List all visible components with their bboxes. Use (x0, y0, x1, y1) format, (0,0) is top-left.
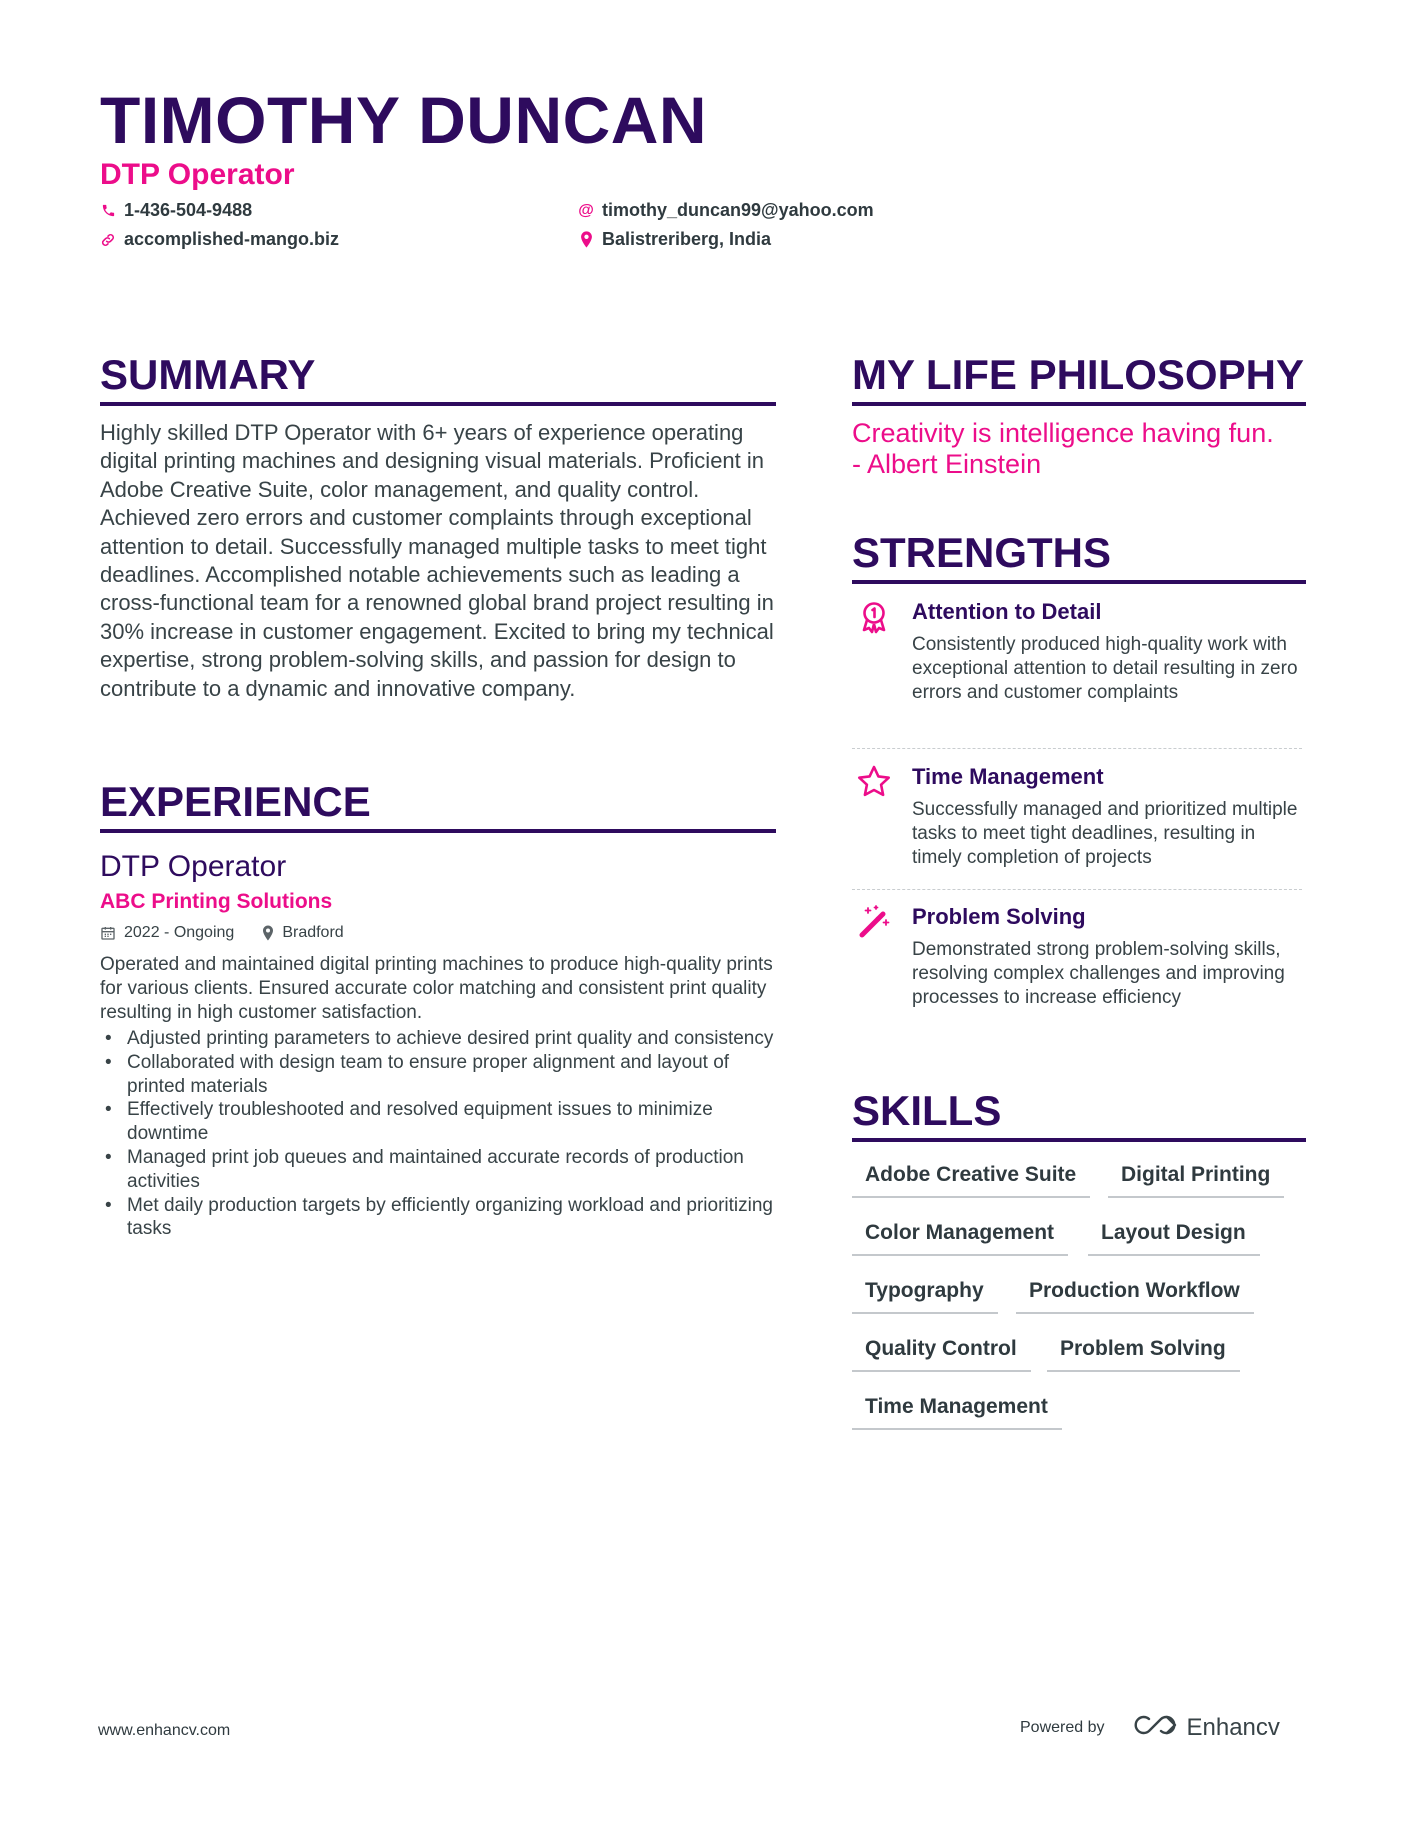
experience-dates: 2022 - Ongoing (124, 924, 235, 941)
skills-heading: SKILLS (852, 1086, 1306, 1142)
strength-title: Problem Solving (912, 904, 1086, 929)
contact-email (578, 200, 874, 221)
skill-tag: Digital Printing (1108, 1158, 1284, 1198)
brand-name: Enhancv (1186, 1713, 1280, 1741)
candidate-name: TIMOTHY DUNCAN (100, 83, 708, 157)
skill-tag: Typography (852, 1274, 998, 1314)
skill-tag: Production Workflow (1016, 1274, 1254, 1314)
contact-location (578, 229, 771, 250)
strength-title: Time Management (912, 764, 1104, 789)
experience-bullets (100, 1027, 780, 1241)
experience-meta (100, 924, 344, 942)
magic-wand-icon (856, 904, 892, 940)
strengths-heading: STRENGTHS (852, 528, 1306, 584)
experience-heading: EXPERIENCE (100, 777, 776, 833)
award-ribbon-icon (856, 599, 892, 635)
footer-website[interactable]: www.enhancv.com (98, 1722, 231, 1739)
quote-text: Creativity is intelligence having fun. (852, 418, 1274, 448)
contact-website (100, 229, 339, 250)
powered-by-label: Powered by (1020, 1718, 1105, 1736)
list-item: • Managed print job queues and maintained accurate records of production activities (100, 1146, 780, 1194)
phone-icon (100, 202, 116, 220)
location-text: Balistreriberg, India (602, 229, 772, 249)
strength-description: Consistently produced high-quality work with exceptional attention to detail resulting in zero errors and customer complaints (912, 634, 1298, 703)
philosophy-quote (852, 418, 1312, 480)
list-item: • Adjusted printing parameters to achieve desired print quality and consistency (100, 1027, 780, 1051)
experience-role: DTP Operator (100, 850, 287, 883)
experience-company: ABC Printing Solutions (100, 890, 333, 913)
website-text[interactable]: accomplished-mango.biz (124, 229, 340, 249)
summary-text: Highly skilled DTP Operator with 6+ years of experience operating digital printing machines and designing visual materials. Proficient in Adobe Creative Suite, color management, and quality control. Achieved zero errors and customer complaints through exceptional attention to detail. Successfully managed multiple tasks to meet tight deadlines. Accomplished notable achievements such as leading a cross-functional team for a renowned global brand project resulting in 30% increase in customer engagement. Excited to bring my technical expertise, strong problem-solving skills, and passion for design to contribute to a dynamic and innovative company. (100, 420, 774, 701)
strength-description: Demonstrated strong problem-solving skills, resolving complex challenges and improving processes to increase efficiency (912, 939, 1285, 1008)
philosophy-heading: MY LIFE PHILOSOPHY (852, 350, 1306, 406)
skill-tag: Quality Control (852, 1332, 1031, 1372)
skill-tag: Adobe Creative Suite (852, 1158, 1090, 1198)
quote-author: - Albert Einstein (852, 449, 1042, 479)
strength-divider (852, 889, 1302, 890)
experience-description: Operated and maintained digital printing machines to produce high-quality prints for various clients. Ensured accurate color matching and consistent print quality resulting in high customer satisfaction. (100, 954, 773, 1023)
contact-phone (100, 200, 252, 221)
skill-tag: Problem Solving (1047, 1332, 1240, 1372)
skill-tag: Layout Design (1088, 1216, 1260, 1256)
at-sign-icon: @ (578, 201, 594, 219)
phone-text: 1-436-504-9488 (124, 200, 253, 220)
list-item: • Met daily production targets by efficiently organizing workload and prioritizing tasks (100, 1194, 780, 1242)
job-title: DTP Operator (100, 158, 295, 191)
strength-description: Successfully managed and prioritized multiple tasks to meet tight deadlines, resulting in timely completion of projects (912, 799, 1298, 868)
summary-heading: SUMMARY (100, 350, 776, 406)
enhancv-logo-icon (1133, 1713, 1179, 1742)
skill-tag: Time Management (852, 1390, 1062, 1430)
location-pin-icon (578, 231, 594, 249)
location-pin-icon (262, 925, 274, 941)
calendar-icon (100, 925, 116, 941)
skill-tag: Color Management (852, 1216, 1068, 1256)
strength-title: Attention to Detail (912, 599, 1102, 624)
strength-divider (852, 748, 1302, 749)
link-icon (100, 231, 116, 249)
list-item: • Effectively troubleshooted and resolved equipment issues to minimize downtime (100, 1098, 780, 1146)
experience-location: Bradford (282, 924, 344, 941)
email-text[interactable]: timothy_duncan99@yahoo.com (602, 200, 874, 220)
footer-brand (1020, 1713, 1280, 1742)
list-item: • Collaborated with design team to ensure proper alignment and layout of printed materials (100, 1051, 780, 1099)
star-icon (856, 764, 892, 800)
